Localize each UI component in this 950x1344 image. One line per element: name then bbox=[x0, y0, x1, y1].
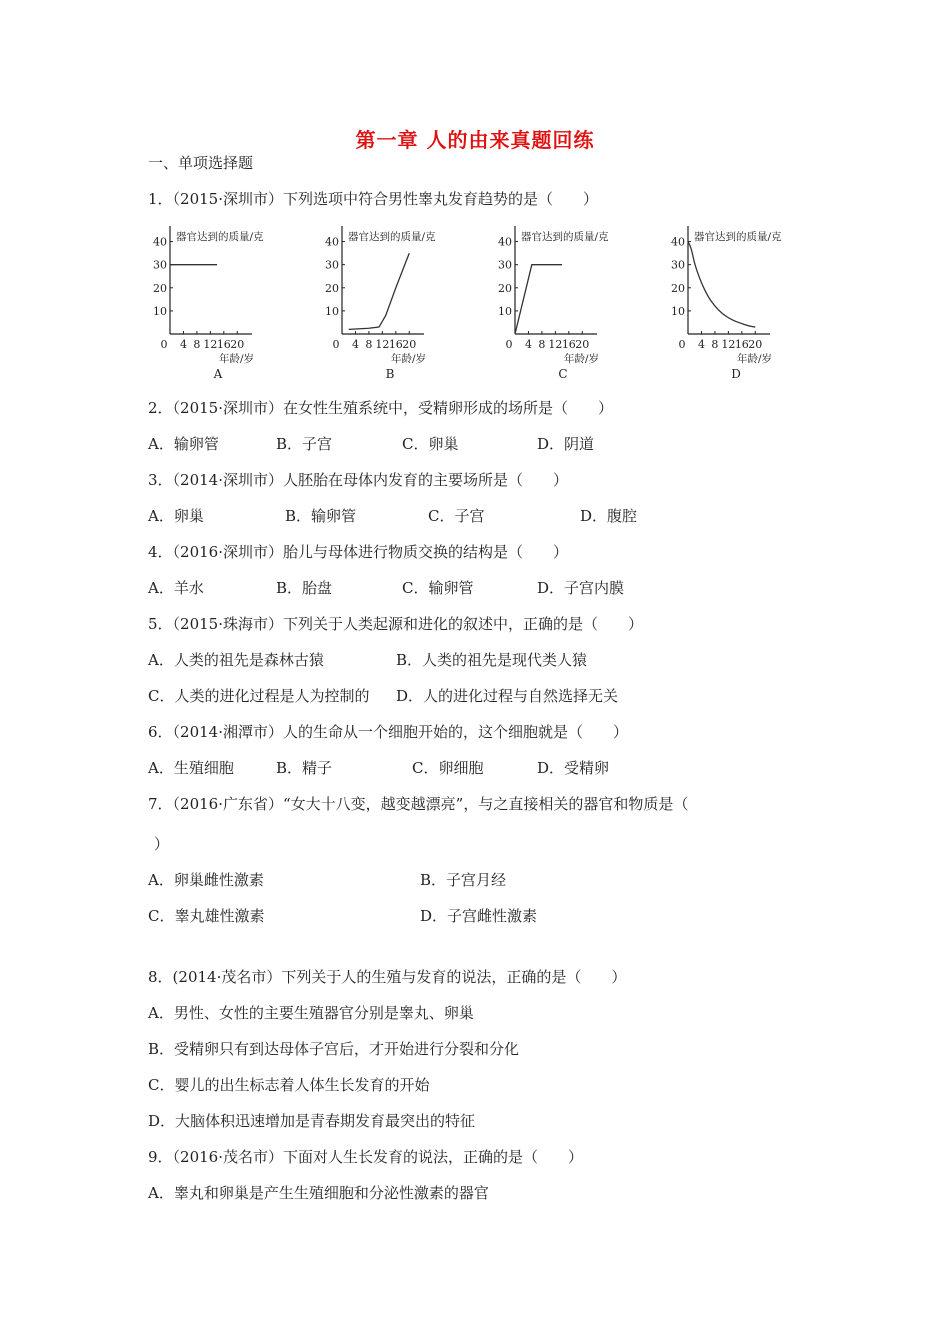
question-4-option-b[interactable]: B．胎盘 bbox=[276, 579, 333, 597]
question-5-option-b[interactable]: B．人类的祖先是现代类人猿 bbox=[396, 651, 588, 669]
y-tick-label: 40 bbox=[498, 235, 512, 249]
question-8-option-c[interactable]: C．婴儿的出生标志着人体生长发育的开始 bbox=[148, 1076, 430, 1094]
question-3-option-a[interactable]: A．卵巢 bbox=[148, 507, 204, 525]
series-line bbox=[688, 242, 755, 328]
question-8-stem: 8．(2014·茂名市）下列关于人的生殖与发育的说法，正确的是（ ） bbox=[148, 968, 627, 986]
question-2-option-c[interactable]: C．卵巢 bbox=[402, 435, 459, 453]
x-tick-label: 8 bbox=[538, 338, 546, 351]
y-axis-label: 器官达到的质量/克 bbox=[348, 231, 436, 243]
question-2-option-d[interactable]: D．阴道 bbox=[537, 435, 595, 453]
x-axis-label: 年龄/岁 bbox=[218, 353, 254, 365]
chart-group bbox=[140, 222, 820, 392]
x-axis-label: 年龄/岁 bbox=[563, 353, 599, 365]
question-3-stem: 3．（2014·深圳市）人胚胎在母体内发育的主要场所是（ ） bbox=[148, 471, 568, 489]
x-tick-label: 12 bbox=[548, 338, 563, 351]
question-7-option-a[interactable]: A．卵巢雌性激素 bbox=[148, 871, 264, 889]
question-4-option-d[interactable]: D．子宫内膜 bbox=[537, 579, 625, 597]
x-axis-label: 年龄/岁 bbox=[736, 353, 772, 365]
question-7-stem-cont: ） bbox=[154, 835, 170, 853]
x-tick-label: 4 bbox=[351, 338, 359, 351]
question-2-option-a[interactable]: A．输卵管 bbox=[148, 435, 219, 453]
question-2-option-b[interactable]: B．子宫 bbox=[276, 435, 333, 453]
y-tick-label: 40 bbox=[671, 235, 685, 249]
y-tick-label: 40 bbox=[153, 235, 167, 249]
y-axis-label: 器官达到的质量/克 bbox=[694, 231, 782, 243]
question-4-option-c[interactable]: C．输卵管 bbox=[402, 579, 474, 597]
y-tick-label: 10 bbox=[498, 304, 512, 318]
chart-panel-label: D bbox=[731, 367, 741, 381]
x-tick-label: 20 bbox=[748, 338, 763, 351]
x-tick-label: 8 bbox=[193, 338, 201, 351]
series-line bbox=[515, 265, 562, 334]
question-2-stem: 2．（2015·深圳市）在女性生殖系统中，受精卵形成的场所是（ ） bbox=[148, 399, 613, 417]
question-6-option-b[interactable]: B．精子 bbox=[276, 759, 333, 777]
question-4-stem: 4．（2016·深圳市）胎儿与母体进行物质交换的结构是（ ） bbox=[148, 543, 568, 561]
x-tick-label: 4 bbox=[179, 338, 187, 351]
x-tick-label: 20 bbox=[230, 338, 245, 351]
series-line bbox=[349, 253, 410, 329]
y-tick-label: 30 bbox=[325, 258, 339, 272]
y-tick-label: 30 bbox=[153, 258, 167, 272]
question-5-stem: 5．（2015·珠海市）下列关于人类起源和进化的叙述中，正确的是（ ） bbox=[148, 615, 643, 633]
x-tick-label: 4 bbox=[524, 338, 532, 351]
x-tick-label: 16 bbox=[561, 338, 576, 351]
question-8-option-d[interactable]: D．大脑体积迅速增加是青春期发育最突出的特征 bbox=[148, 1112, 476, 1130]
question-3-option-c[interactable]: C．子宫 bbox=[428, 507, 485, 525]
question-7-option-d[interactable]: D．子宫雌性激素 bbox=[420, 907, 538, 925]
x-tick-label: 12 bbox=[375, 338, 390, 351]
chart-d bbox=[658, 222, 818, 392]
chart-panel-label: A bbox=[213, 367, 223, 381]
question-5-option-d[interactable]: D．人的进化过程与自然选择无关 bbox=[396, 687, 619, 705]
y-tick-label: 30 bbox=[498, 258, 512, 272]
chart-panel-label: C bbox=[558, 367, 568, 381]
y-axis-label: 器官达到的质量/克 bbox=[176, 231, 264, 243]
y-tick-label: 20 bbox=[153, 281, 167, 295]
question-1-stem: 1．（2015·深圳市）下列选项中符合男性睾丸发育趋势的是（ ） bbox=[148, 190, 598, 208]
question-5-option-c[interactable]: C．人类的进化过程是人为控制的 bbox=[148, 687, 370, 705]
chart-panel-label: B bbox=[385, 367, 395, 381]
question-8-option-a[interactable]: A．男性、女性的主要生殖器官分别是睾丸、卵巢 bbox=[148, 1004, 474, 1022]
question-6-option-a[interactable]: A．生殖细胞 bbox=[148, 759, 234, 777]
section-heading: 一、单项选择题 bbox=[148, 154, 254, 172]
y-tick-label: 20 bbox=[498, 281, 512, 295]
question-6-stem: 6．（2014·湘潭市）人的生命从一个细胞开始的，这个细胞就是（ ） bbox=[148, 723, 628, 741]
x-tick-label: 20 bbox=[575, 338, 590, 351]
question-9-stem: 9．（2016·茂名市）下面对人生长发育的说法，正确的是（ ） bbox=[148, 1148, 583, 1166]
y-tick-label: 20 bbox=[671, 281, 685, 295]
question-7-stem: 7．（2016·广东省）“女大十八变，越变越漂亮”，与之直接相关的器官和物质是（ bbox=[148, 795, 689, 813]
x-tick-label: 0 bbox=[160, 338, 168, 351]
question-7-option-c[interactable]: C．睾丸雄性激素 bbox=[148, 907, 265, 925]
x-tick-label: 16 bbox=[216, 338, 231, 351]
x-tick-label: 20 bbox=[402, 338, 417, 351]
y-tick-label: 10 bbox=[153, 304, 167, 318]
question-4-option-a[interactable]: A．羊水 bbox=[148, 579, 204, 597]
question-8-option-b[interactable]: B．受精卵只有到达母体子宫后，才开始进行分裂和分化 bbox=[148, 1040, 520, 1058]
chart-a bbox=[140, 222, 300, 392]
question-6-option-d[interactable]: D．受精卵 bbox=[537, 759, 610, 777]
question-6-option-c[interactable]: C．卵细胞 bbox=[412, 759, 484, 777]
x-tick-label: 4 bbox=[697, 338, 705, 351]
y-axis-label: 器官达到的质量/克 bbox=[521, 231, 609, 243]
x-tick-label: 8 bbox=[365, 338, 373, 351]
y-tick-label: 10 bbox=[325, 304, 339, 318]
x-tick-label: 0 bbox=[505, 338, 513, 351]
chart-c bbox=[485, 222, 645, 392]
question-9-option-a[interactable]: A．睾丸和卵巢是产生生殖细胞和分泌性激素的器官 bbox=[148, 1184, 489, 1202]
question-7-option-b[interactable]: B．子宫月经 bbox=[420, 871, 507, 889]
y-tick-label: 40 bbox=[325, 235, 339, 249]
page-title: 第一章 人的由来真题回练 bbox=[355, 128, 595, 152]
x-axis-label: 年龄/岁 bbox=[390, 353, 426, 365]
x-tick-label: 0 bbox=[678, 338, 686, 351]
x-tick-label: 16 bbox=[734, 338, 749, 351]
question-3-option-b[interactable]: B．输卵管 bbox=[285, 507, 357, 525]
x-tick-label: 16 bbox=[388, 338, 403, 351]
y-tick-label: 20 bbox=[325, 281, 339, 295]
y-tick-label: 30 bbox=[671, 258, 685, 272]
x-tick-label: 12 bbox=[721, 338, 736, 351]
question-5-option-a[interactable]: A．人类的祖先是森林古猿 bbox=[148, 651, 324, 669]
chart-b bbox=[312, 222, 472, 392]
x-tick-label: 12 bbox=[203, 338, 218, 351]
x-tick-label: 8 bbox=[711, 338, 719, 351]
x-tick-label: 0 bbox=[332, 338, 340, 351]
question-3-option-d[interactable]: D．腹腔 bbox=[580, 507, 638, 525]
y-tick-label: 10 bbox=[671, 304, 685, 318]
